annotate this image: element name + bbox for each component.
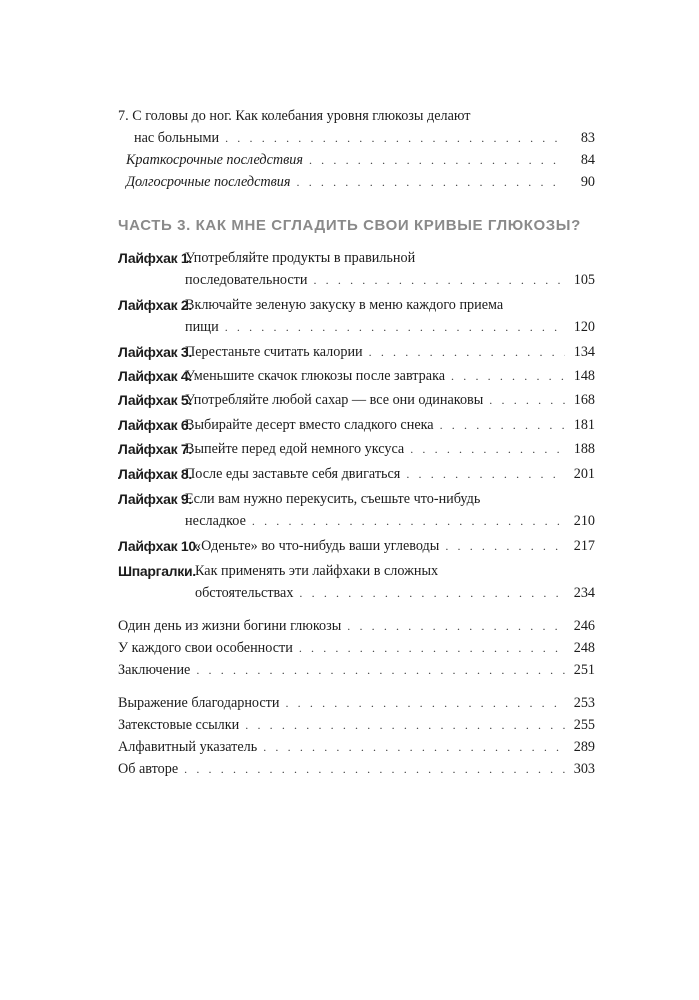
toc-entry-cheatsheets-line1 [195,561,595,581]
toc-entry-title: Алфавитный указатель [118,739,258,755]
dot-leader [440,415,565,435]
dot-leader [225,128,565,148]
page-number: 148 [573,368,595,384]
hack-label: Лайфхак 3. [118,344,192,360]
dot-leader [225,317,565,337]
part-3-heading: ЧАСТЬ 3. КАК МНЕ СГЛАДИТЬ СВОИ КРИВЫЕ ГЛЮКОЗЫ? [118,217,581,234]
page-number: 255 [573,717,595,733]
dot-leader [245,715,565,735]
toc-entry-title: Об авторе [118,761,179,777]
toc-entry-hack-10 [194,536,595,556]
toc-entry-hack-4 [185,366,595,386]
toc-entry-hack-6 [185,415,595,435]
toc-entry-hack-9 [185,511,595,531]
toc-entry-title: Долгосрочные последствия [126,174,291,190]
toc-entry-title: Употребляйте любой сахар — все они одинаковы [185,392,484,408]
toc-entry-title: Уменьшите скачок глюкозы после завтрака [185,368,446,384]
hack-label: Лайфхак 9. [118,491,192,507]
toc-entry-title: Выражение благодарности [118,695,280,711]
toc-entry-title: Выпейте перед едой немного уксуса [185,441,405,457]
toc-entry-title: «Оденьте» во что-нибудь ваши углеводы [194,538,440,554]
toc-entry-title: последовательности [185,272,308,288]
toc-entry-hack-5 [185,390,595,410]
hack-label: Лайфхак 1. [118,250,192,266]
toc-entry-hack-7 [185,439,595,459]
toc-entry-title: После еды заставьте себя двигаться [185,466,401,482]
page-number: 84 [580,152,595,168]
page-number: 201 [573,466,595,482]
toc-entry-hack-1 [185,270,595,290]
toc-entry-title: обстоятельствах [195,585,294,601]
toc-entry-hack-8 [185,464,595,484]
page-number: 253 [573,695,595,711]
page-number: 188 [573,441,595,457]
toc-entry-individuality [118,638,595,658]
toc-entry-title: Выбирайте десерт вместо сладкого снека [185,417,434,433]
dot-leader [489,390,565,410]
toc-entry-conclusion [118,660,595,680]
hack-label: Лайфхак 7. [118,441,192,457]
dot-leader [285,693,565,713]
hack-label: Шпаргалки. [118,563,196,579]
page-number: 246 [573,618,595,634]
toc-entry-title: Если вам нужно перекусить, съешьте что-нибудь [185,491,481,507]
toc-entry-about-author [118,759,595,779]
dot-leader [347,616,565,636]
hack-label: Лайфхак 2. [118,297,192,313]
dot-leader [410,439,565,459]
dot-leader [309,150,565,170]
toc-entry-title: Затекстовые ссылки [118,717,240,733]
toc-entry-title: пищи [185,319,219,335]
dot-leader [369,342,565,362]
toc-entry-title: Один день из жизни богини глюкозы [118,618,342,634]
toc-entry-hack-3 [185,342,595,362]
page-number: 168 [573,392,595,408]
dot-leader [299,583,565,603]
hack-label: Лайфхак 5. [118,392,192,408]
dot-leader [313,270,565,290]
toc-entry-title: Включайте зеленую закуску в меню каждого приема [185,297,504,313]
toc-entry-acknowledgements [118,693,595,713]
dot-leader [252,511,565,531]
page-number: 181 [573,417,595,433]
toc-entry-hack-2 [185,317,595,337]
dot-leader [263,737,565,757]
toc-entry-title: Употребляйте продукты в правильной [185,250,416,266]
page-number: 134 [573,344,595,360]
toc-entry-title: 7. С головы до ног. Как колебания уровня глюкозы делают [118,108,471,124]
dot-leader [297,172,566,192]
dot-leader [406,464,565,484]
hack-label: Лайфхак 10. [118,538,200,554]
dot-leader [196,660,565,680]
page-number: 248 [573,640,595,656]
page-number: 303 [573,761,595,777]
toc-entry-index [118,737,595,757]
dot-leader [445,536,565,556]
toc-subentry-short-term [126,150,595,170]
toc-entry-title: Как применять эти лайфхаки в сложных [195,563,439,579]
dot-leader [184,759,565,779]
toc-subentry-long-term [126,172,595,192]
toc-entry-title: Заключение [118,662,191,678]
toc-entry-endnotes [118,715,595,735]
hack-label: Лайфхак 4. [118,368,192,384]
toc-entry-chapter-7 [134,128,595,148]
page-number: 90 [580,174,595,190]
toc-entry-title: У каждого свои особенности [118,640,293,656]
toc-entry-one-day [118,616,595,636]
toc-entry-cheatsheets [195,583,595,603]
toc-entry-title: несладкое [185,513,246,529]
toc-entry-title: Краткосрочные последствия [126,152,303,168]
hack-label: Лайфхак 8. [118,466,192,482]
dot-leader [299,638,565,658]
page-number: 217 [573,538,595,554]
page-number: 83 [580,130,595,146]
dot-leader [451,366,565,386]
toc-entry-hack-1-line1 [185,248,595,268]
hack-label: Лайфхак 6. [118,417,192,433]
page-number: 234 [573,585,595,601]
toc-entry-title: Перестаньте считать калории [185,344,363,360]
page-number: 289 [573,739,595,755]
toc-entry-hack-9-line1 [185,489,595,509]
page-number: 251 [573,662,595,678]
toc-entry-title: нас больными [134,130,220,146]
page-number: 210 [573,513,595,529]
page-number: 120 [573,319,595,335]
page-number: 105 [573,272,595,288]
toc-entry-hack-2-line1 [185,295,595,315]
toc-entry-chapter-7-line1 [118,106,595,126]
